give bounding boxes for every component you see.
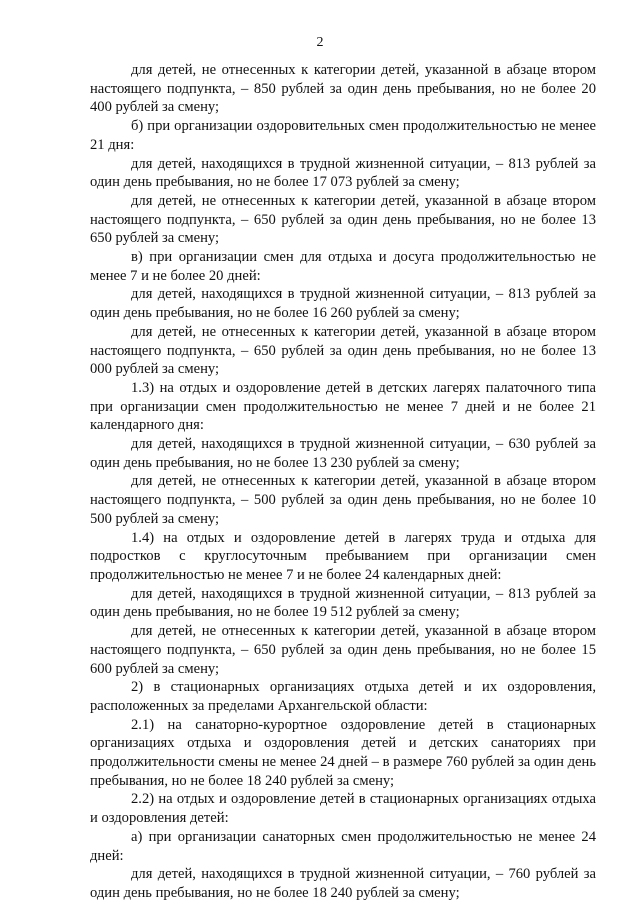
paragraph: 2.2) на отдых и оздоровление детей в стационарных организациях отдыха и оздоровления детей: <box>90 791 596 827</box>
paragraph: для детей, не отнесенных к категории детей, указанной в абзаце втором настоящего подпункта, – 650 рублей за один день пребывания, но не более 13 650 рублей за смену; <box>90 192 596 247</box>
paragraph: для детей, не отнесенных к категории детей, указанной в абзаце втором настоящего подпункта, – 650 рублей за один день пребывания, но не более 13 000 рублей за смену; <box>90 323 596 378</box>
paragraph: в) при организации смен для отдыха и досуга продолжительностью не менее 7 и не более 20 дней: <box>90 249 596 284</box>
paragraph: 1.3) на отдых и оздоровление детей в детских лагерях палаточного типа при организации смен продолжительностью не менее 7 дней и не более 21 календарного дня: <box>90 379 596 434</box>
paragraph: для детей, не отнесенных к категории детей, указанной в абзаце втором настоящего подпункта, – 500 рублей за один день пребывания, но не более 10 500 рублей за смену; <box>90 473 596 527</box>
paragraph: б) при организации оздоровительных смен продолжительностью не менее 21 дня: <box>90 118 596 153</box>
paragraph: для детей, не отнесенных к категории детей, указанной в абзаце втором настоящего подпункта, – 850 рублей за один день пребывания, но не более 20 400 рублей за смену; <box>90 62 596 116</box>
paragraph: 2) в стационарных организациях отдыха детей и их оздоровления, расположенных за пределами Архангельской области: <box>90 679 596 714</box>
page-number: 2 <box>316 35 324 50</box>
document-body <box>90 61 596 903</box>
paragraph: для детей, находящихся в трудной жизненной ситуации, – 630 рублей за один день пребывания, но не более 13 230 рублей за смену; <box>90 436 596 471</box>
paragraph: для детей, находящихся в трудной жизненной ситуации, – 760 рублей за один день пребывания, но не более 18 240 рублей за смену; <box>90 866 596 901</box>
paragraph: для детей, находящихся в трудной жизненной ситуации, – 813 рублей за один день пребывания, но не более 17 073 рублей за смену; <box>90 155 596 191</box>
paragraph: а) при организации санаторных смен продолжительностью не менее 24 дней: <box>90 828 596 864</box>
paragraph: для детей, не отнесенных к категории детей, указанной в абзаце втором настоящего подпункта, – 650 рублей за один день пребывания, но не более 15 600 рублей за смену; <box>90 623 596 677</box>
paragraph: для детей, находящихся в трудной жизненной ситуации, – 813 рублей за один день пребывания, но не более 19 512 рублей за смену; <box>90 585 596 621</box>
paragraph: 2.1) на санаторно-курортное оздоровление детей в стационарных организациях отдыха и оздоровления детей и детских санаториях при продолжительности смены не менее 24 дней – в размере 760 рублей за один день пребывания, но не более 18 240 рублей за смену; <box>90 716 596 789</box>
paragraph: 1.4) на отдых и оздоровление детей в лагерях труда и отдыха для подростков с круглосуточным пребыванием при организации смен продолжительностью не менее 7 и не более 24 календарных дней: <box>90 529 596 583</box>
paragraph: для детей, находящихся в трудной жизненной ситуации, – 813 рублей за один день пребывания, но не более 16 260 рублей за смену; <box>90 286 596 322</box>
